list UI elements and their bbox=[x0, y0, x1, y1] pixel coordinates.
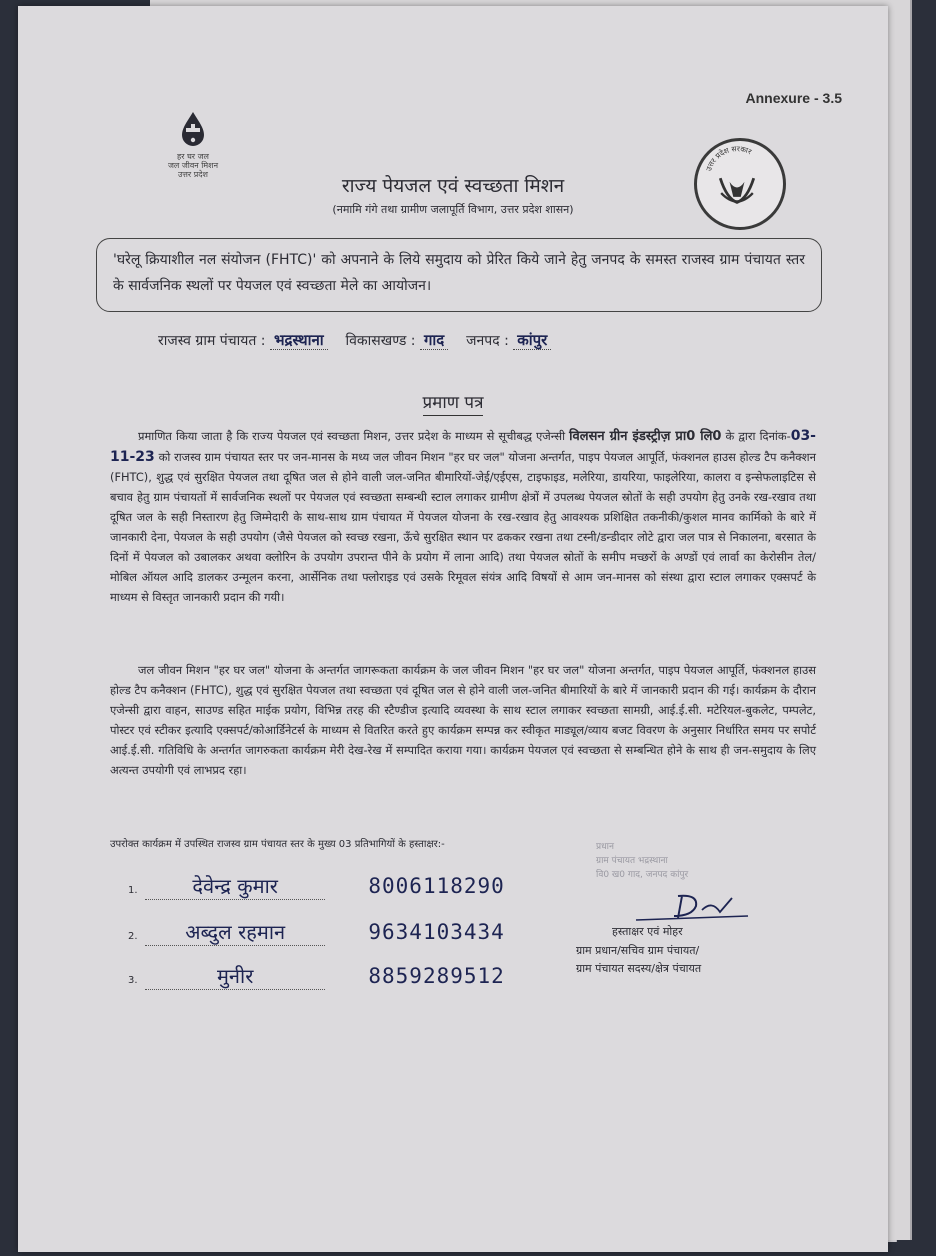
village-details bbox=[158, 330, 551, 350]
participant-name: मुनीर bbox=[145, 962, 325, 990]
stamp-line-2: ग्राम पंचायत भद्रस्थाना bbox=[596, 856, 668, 866]
block-label: विकासखण्ड : bbox=[345, 333, 416, 349]
participant-row bbox=[128, 918, 505, 946]
water-drop-icon bbox=[179, 110, 207, 148]
participant-row bbox=[128, 962, 505, 990]
event-date: 03-11-23 bbox=[110, 428, 816, 465]
block-value: गाद bbox=[420, 331, 448, 350]
signatory-designation bbox=[576, 942, 701, 978]
district-label: जनपद : bbox=[466, 333, 509, 349]
topic-box: 'घरेलू क्रियाशील नल संयोजन (FHTC)' को अपनाने के लिये समुदाय को प्रेरित किये जाने हेतु जनपद के समस्त राजस्व ग्राम पंचायत स्तर के सार्वजनिक स्थलों पर पेयजल एवं स्वच्छता मेले का आयोजन। bbox=[96, 238, 822, 312]
logo-line-2: जल जीवन मिशन bbox=[167, 161, 219, 170]
stamp-line-1: प्रधान bbox=[596, 842, 614, 852]
stamp-line-3: वि0 ख0 गाद, जनपद कांपुर bbox=[596, 870, 689, 880]
para1-date-label: के द्वारा दिनांक- bbox=[725, 429, 791, 443]
handwritten-signature bbox=[628, 886, 758, 926]
certificate-title-text: प्रमाण पत्र bbox=[423, 393, 484, 416]
participant-number: 1. bbox=[128, 885, 138, 896]
page-subtitle: (नमामि गंगे तथा ग्रामीण जलापूर्ति विभाग, उत्तर प्रदेश शासन) bbox=[332, 203, 574, 216]
participant-row bbox=[128, 872, 505, 900]
agency-name: विलसन ग्रीन इंडस्ट्रीज़ प्रा0 लि0 bbox=[569, 429, 722, 444]
designation-line-1: ग्राम प्रधान/सचिव ग्राम पंचायत/ bbox=[576, 944, 700, 957]
para1-body: को राजस्व ग्राम पंचायत स्तर पर जन-मानस के मध्य जल जीवन मिशन "हर घर जल" योजना अन्तर्गत, पाइप पेयजल आपूर्ति, फंक्शनल हाउस होल्ड टैप कनैक्शन (FHTC), शुद्ध एवं सुरक्षित पेयजल तथा दूषित जल से होने वाली जल-जनित बीमारियों-जेई/एईएस, टाइफाइड, मलेरिया, डायरिया, फाइलेरिया, कालरा व इन्सेफलाइटिस से बचाव हेतु ग्राम पंचायतों में सार्वजनिक स्थलों पर पेयजल एवं स्वच्छता सम्बन्धी स्टाल लगाकर ग्रामीण क्षेत्रों में उपलब्ध पेयजल स्रोतों के सही उपयोग हेतु उनके रख-रखाव तथा दूषित जल के सही निस्तारण हेतु जिम्मेदारी के साथ-साथ ग्राम पंचायत में पेयजल योजना के रख-रखाव हेतु आवश्यक प्रशिक्षित तकनीकी/कुशल मानव कार्मिको के बारे में जानकारी देना, पेयजल के सही उपयोग (जैसे पेयजल को स्वच्छ रखना, ऊँचे सुरक्षित स्थान पर ढककर रखना तथा टस्नी/डन्डीदार लोटे द्वारा जल पात्र से निकालना, बरसात के दिनों में पेयजल को उबालकर अथवा क्लोरिन के उपयोग उपरान्त पीने के प्रयोग में लाना आदि) तथा पेयजल स्रोतों के समीप मच्छरों के अण्डों एवं लार्वा का केरोसीन तेल/मोबिल ऑयल आदि डालकर उन्मूलन करना, आर्सेनिक तथा फ्लोराइड एवं उसके रिमूवल संयंत्र आदि विषयों से आम जन-मानस को संस्था द्वारा स्टाल लगाकर एक्सपर्ट के माध्यम से विस्तृत जानकारी प्रदान की गयी। bbox=[110, 450, 816, 604]
certificate-title bbox=[18, 390, 888, 413]
participant-number: 3. bbox=[128, 975, 138, 986]
annexure-label: Annexure - 3.5 bbox=[745, 90, 842, 106]
para1-intro: प्रमाणित किया जाता है कि राज्य पेयजल एवं स्वच्छता मिशन, उत्तर प्रदेश के माध्यम से सूचीबद्ध एजेन्सी bbox=[138, 429, 566, 443]
panchayat-label: राजस्व ग्राम पंचायत : bbox=[158, 333, 266, 349]
sign-caption: हस्ताक्षर एवं मोहर bbox=[612, 925, 683, 938]
emblem-text: उत्तर प्रदेश सरकार bbox=[704, 144, 753, 173]
participant-name: देवेन्द्र कुमार bbox=[145, 872, 325, 900]
district-value: कांपुर bbox=[513, 331, 551, 350]
certificate-paragraph-2: जल जीवन मिशन "हर घर जल" योजना के अन्तर्गत जागरूकता कार्यक्रम के जल जीवन मिशन "हर घर जल" योजना अन्तर्गत, पाइप पेयजल आपूर्ति, फंक्शनल हाउस होल्ड टैप कनैक्शन (FHTC), शुद्ध एवं सुरक्षित पेयजल तथा स्वच्छता एवं दूषित जल से होने वाली जल-जनित बीमारियों के बारे में जानकारी प्रदान की गई। कार्यक्रम के दौरान एजेन्सी द्वारा वाहन, साउण्ड सहित माईक प्रयोग, विभिन्न तरह की स्टैण्डीज इत्यादि व्यवस्था के साथ स्टाल लगाकर स्वच्छता सामग्री, आई.ई.सी. मटेरियल-बुकलेट, पम्पलेट, पोस्टर एवं स्टीकर इत्यादि एक्सपर्ट/कोआर्डिनेटर्स के माध्यम से वितरित करते हुए कार्यक्रम सम्पन्न कर स्वीकृत माड्यूल/व्याय बजट विवरण के अनुसार निर्धारित समय पर सपोर्ट आई.ई.सी. गतिविधि के अन्तर्गत जागरुकता कार्यक्रम मेरी देख-रेख में सम्पादित कराया गया। कार्यक्रम पेयजल एवं स्वच्छता से सम्बन्धित होने के साथ ही जन-समुदाय के लिए अत्यन्त उपयोगी एवं लाभप्रद रहा। bbox=[110, 663, 816, 777]
participant-name: अब्दुल रहमान bbox=[145, 918, 325, 946]
participant-phone: 9634103434 bbox=[368, 920, 505, 944]
panchayat-value: भद्रस्थाना bbox=[270, 331, 328, 350]
certificate-paragraph-1 bbox=[110, 426, 816, 607]
page-title: राज्य पेयजल एवं स्वच्छता मिशन bbox=[341, 175, 565, 197]
signature-intro: उपरोक्त कार्यक्रम में उपस्थित राजस्व ग्राम पंचायत स्तर के मुख्य 03 प्रतिभागियों के हस्ताक्षर:- bbox=[110, 839, 445, 850]
participant-phone: 8859289512 bbox=[368, 964, 505, 988]
har-ghar-jal-logo bbox=[158, 110, 228, 179]
logo-line-3: उत्तर प्रदेश bbox=[178, 170, 208, 179]
logo-line-1: हर घर जल bbox=[177, 152, 209, 161]
document-page bbox=[18, 6, 888, 1252]
participant-phone: 8006118290 bbox=[368, 874, 505, 898]
designation-line-2: ग्राम पंचायत सदस्य/क्षेत्र पंचायत bbox=[576, 962, 702, 975]
svg-text:उत्तर प्रदेश सरकार bbox=[704, 144, 754, 172]
participant-number: 2. bbox=[128, 931, 138, 942]
